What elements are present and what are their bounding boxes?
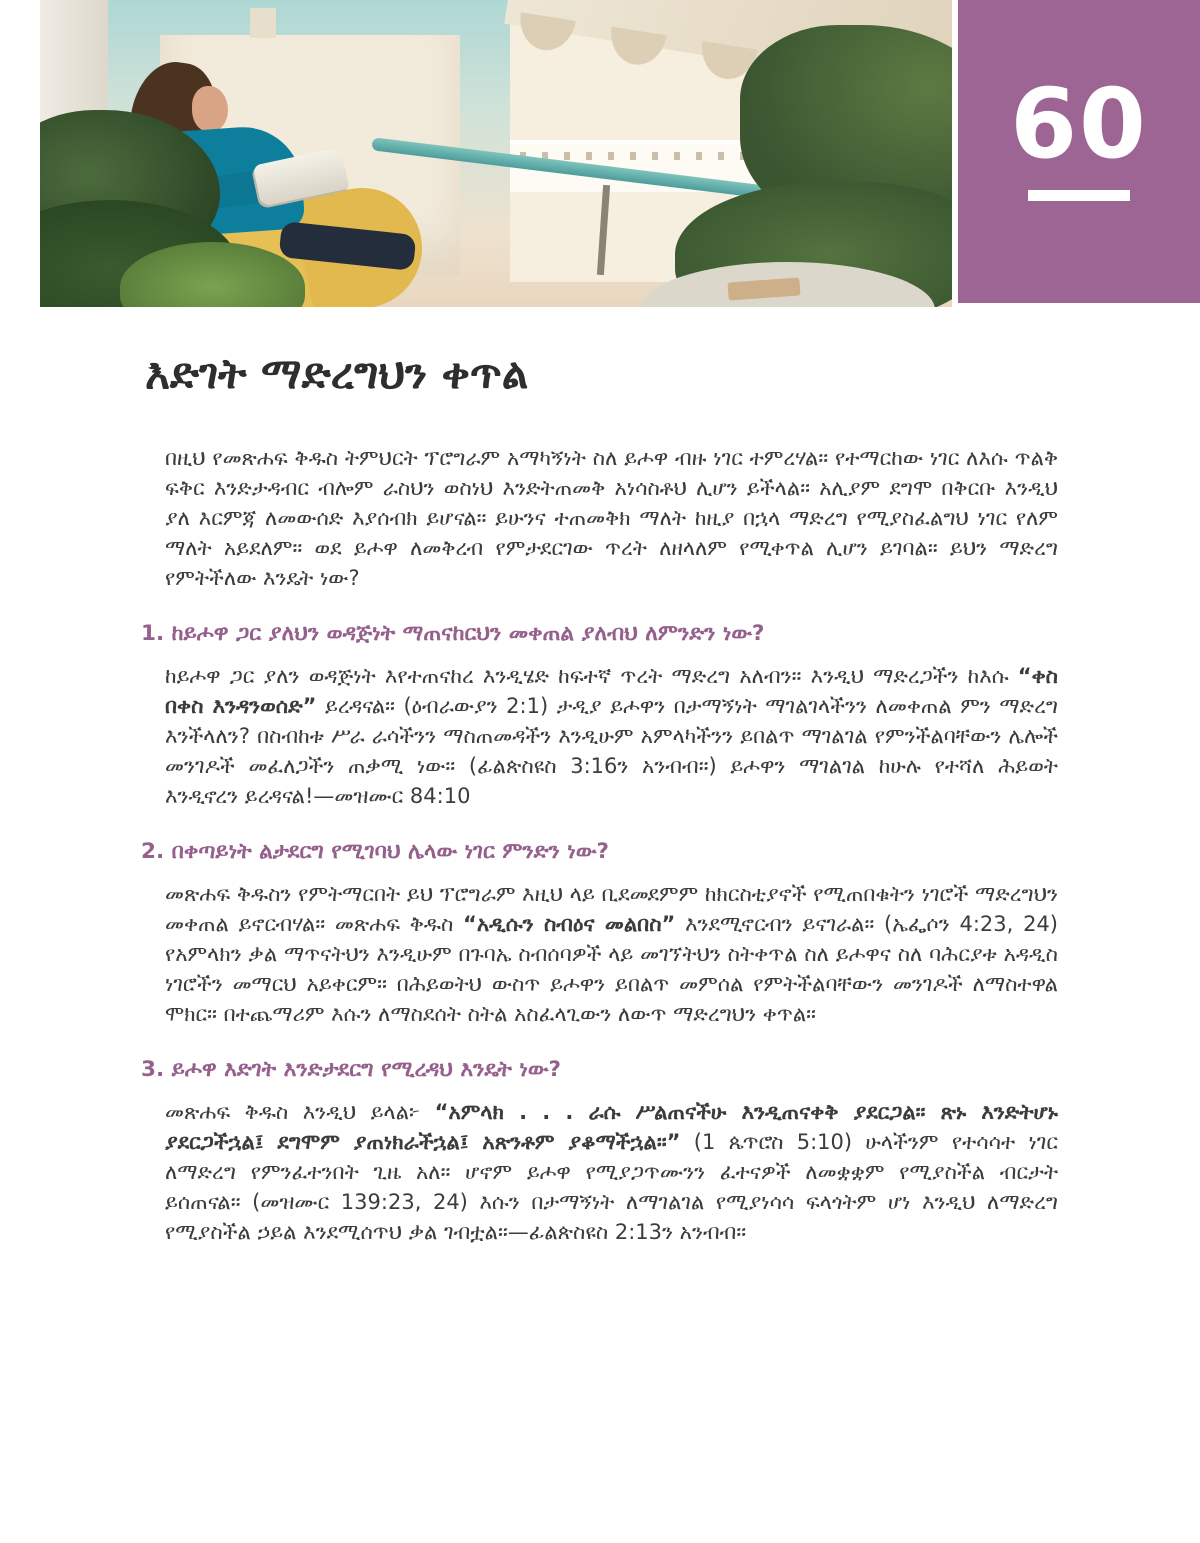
question-3-heading: 3. ይሖዋ እድገት እንድታደርግ የሚረዳህ እንዴት ነው?: [141, 1057, 561, 1083]
hero-photo: [40, 0, 952, 307]
page-number-underline: [1028, 190, 1130, 201]
question-1-heading: 1. ከይሖዋ ጋር ያለህን ወዳጅነት ማጠናከርህን መቀጠል ያለብህ ለምንድን ነው?: [141, 621, 765, 647]
page-number: 60: [1010, 68, 1148, 180]
answer-3-paragraph: መጽሐፍ ቅዱስ እንዲህ ይላል፦ “አምላክ . . . ራሱ ሥልጠናችሁ እንዲጠናቀቅ ያደርጋል። ጽኑ እንድትሆኑ ያደርጋችኋል፤ ደግሞም ያጠነክራችኋል፤ አጽንቶም ያቆማችኋል።” (1 ጴጥሮስ 5:10) ሁላችንም የተሳሳተ ነገር ለማድረግ የምንፈተንበት ጊዜ አለ። ሆኖም ይሖዋ የሚያጋጥሙንን ፈተናዎች ለመቋቋም የሚያስችል ብርታት ይሰጠናል። (መዝሙር 139:23, 24) እሱን በታማኝነት ለማገልገል የሚያነሳሳ ፍላጎትም ሆነ እንዲህ ለማድረግ የሚያስችል ኃይል እንደሚሰጥህ ቃል ገብቷል።—ፊልጵስዩስ 2:13ን አንብብ።: [165, 1100, 1058, 1245]
article: [141, 349, 1058, 1247]
page-title: እድገት ማድረግህን ቀጥል: [145, 349, 529, 398]
intro-paragraph: በዚህ የመጽሐፍ ቅዱስ ትምህርት ፕሮግራም አማካኝነት ስለ ይሖዋ ብዙ ነገር ተምረሃል። የተማርከው ነገር ለእሱ ጥልቅ ፍቅር እንድታዳብር ብሎም ራስህን ወስነህ እንድትጠመቅ አነሳስቶህ ሊሆን ይችላል። አሊያም ደግሞ በቅርቡ እንዲህ ያለ እርምጃ ለመውሰድ እያሰብክ ይሆናል። ይሁንና ተጠመቅክ ማለት ከዚያ በኋላ ማድረግ የሚያስፈልግህ ነገር የለም ማለት አይደለም። ወደ ይሖዋ ለመቅረብ የምታደርገው ጥረት ለዘላለም የሚቀጥል ሊሆን ይገባል። ይህን ማድረግ የምትችለው እንዴት ነው?: [165, 446, 1058, 591]
page-number-block: [958, 0, 1200, 303]
answer-2-paragraph: መጽሐፍ ቅዱስን የምትማርበት ይህ ፕሮግራም እዚህ ላይ ቢደመደምም ከክርስቲያኖች የሚጠበቁትን ነገሮች ማድረግህን መቀጠል ይኖርብሃል። መጽሐፍ ቅዱስ “አዲሱን ስብዕና መልበስ” እንደሚኖርብን ይናገራል። (ኤፌሶን 4:23, 24) የአምላክን ቃል ማጥናትህን እንዲሁም በጉባኤ ስብሰባዎች ላይ መገኘትህን ስትቀጥል ስለ ይሖዋና ስለ ባሕርያቱ አዳዲስ ነገሮችን መማርህ አይቀርም። በሕይወትህ ውስጥ ይሖዋን ይበልጥ መምሰል የምትችልባቸውን መንገዶች ለማስተዋል ሞክር። በተጨማሪም እሱን ለማስደሰት ስትል አስፈላጊውን ለውጥ ማድረግህን ቀጥል።: [165, 882, 1058, 1027]
question-2-heading: 2. በቀጣይነት ልታደርግ የሚገባህ ሌላው ነገር ምንድን ነው?: [141, 839, 609, 865]
photo-woman-face: [192, 86, 228, 132]
answer-1-paragraph: ከይሖዋ ጋር ያለን ወዳጅነት እየተጠናከረ እንዲሄድ ከፍተኛ ጥረት ማድረግ አለብን። እንዲህ ማድረጋችን ከእሱ “ቀስ በቀስ እንዳንወሰድ” ይረዳናል። (ዕብራውያን 2:1) ታዲያ ይሖዋን በታማኝነት ማገልገላችንን ለመቀጠል ምን ማድረግ እንችላለን? በስብከቱ ሥራ ራሳችንን ማስጠመዳችን እንዲሁም አምላካችንን ይበልጥ ማገልገል የምንችልባቸውን ሌሎች መንገዶች መፈለጋችን ጠቃሚ ነው። (ፊልጵስዩስ 3:16ን አንብብ።) ይሖዋን ማገልገል ከሁሉ የተሻለ ሕይወት እንዲኖረን ይረዳናል!—መዝሙር 84:10: [165, 664, 1058, 809]
photo-chimney: [250, 8, 276, 38]
